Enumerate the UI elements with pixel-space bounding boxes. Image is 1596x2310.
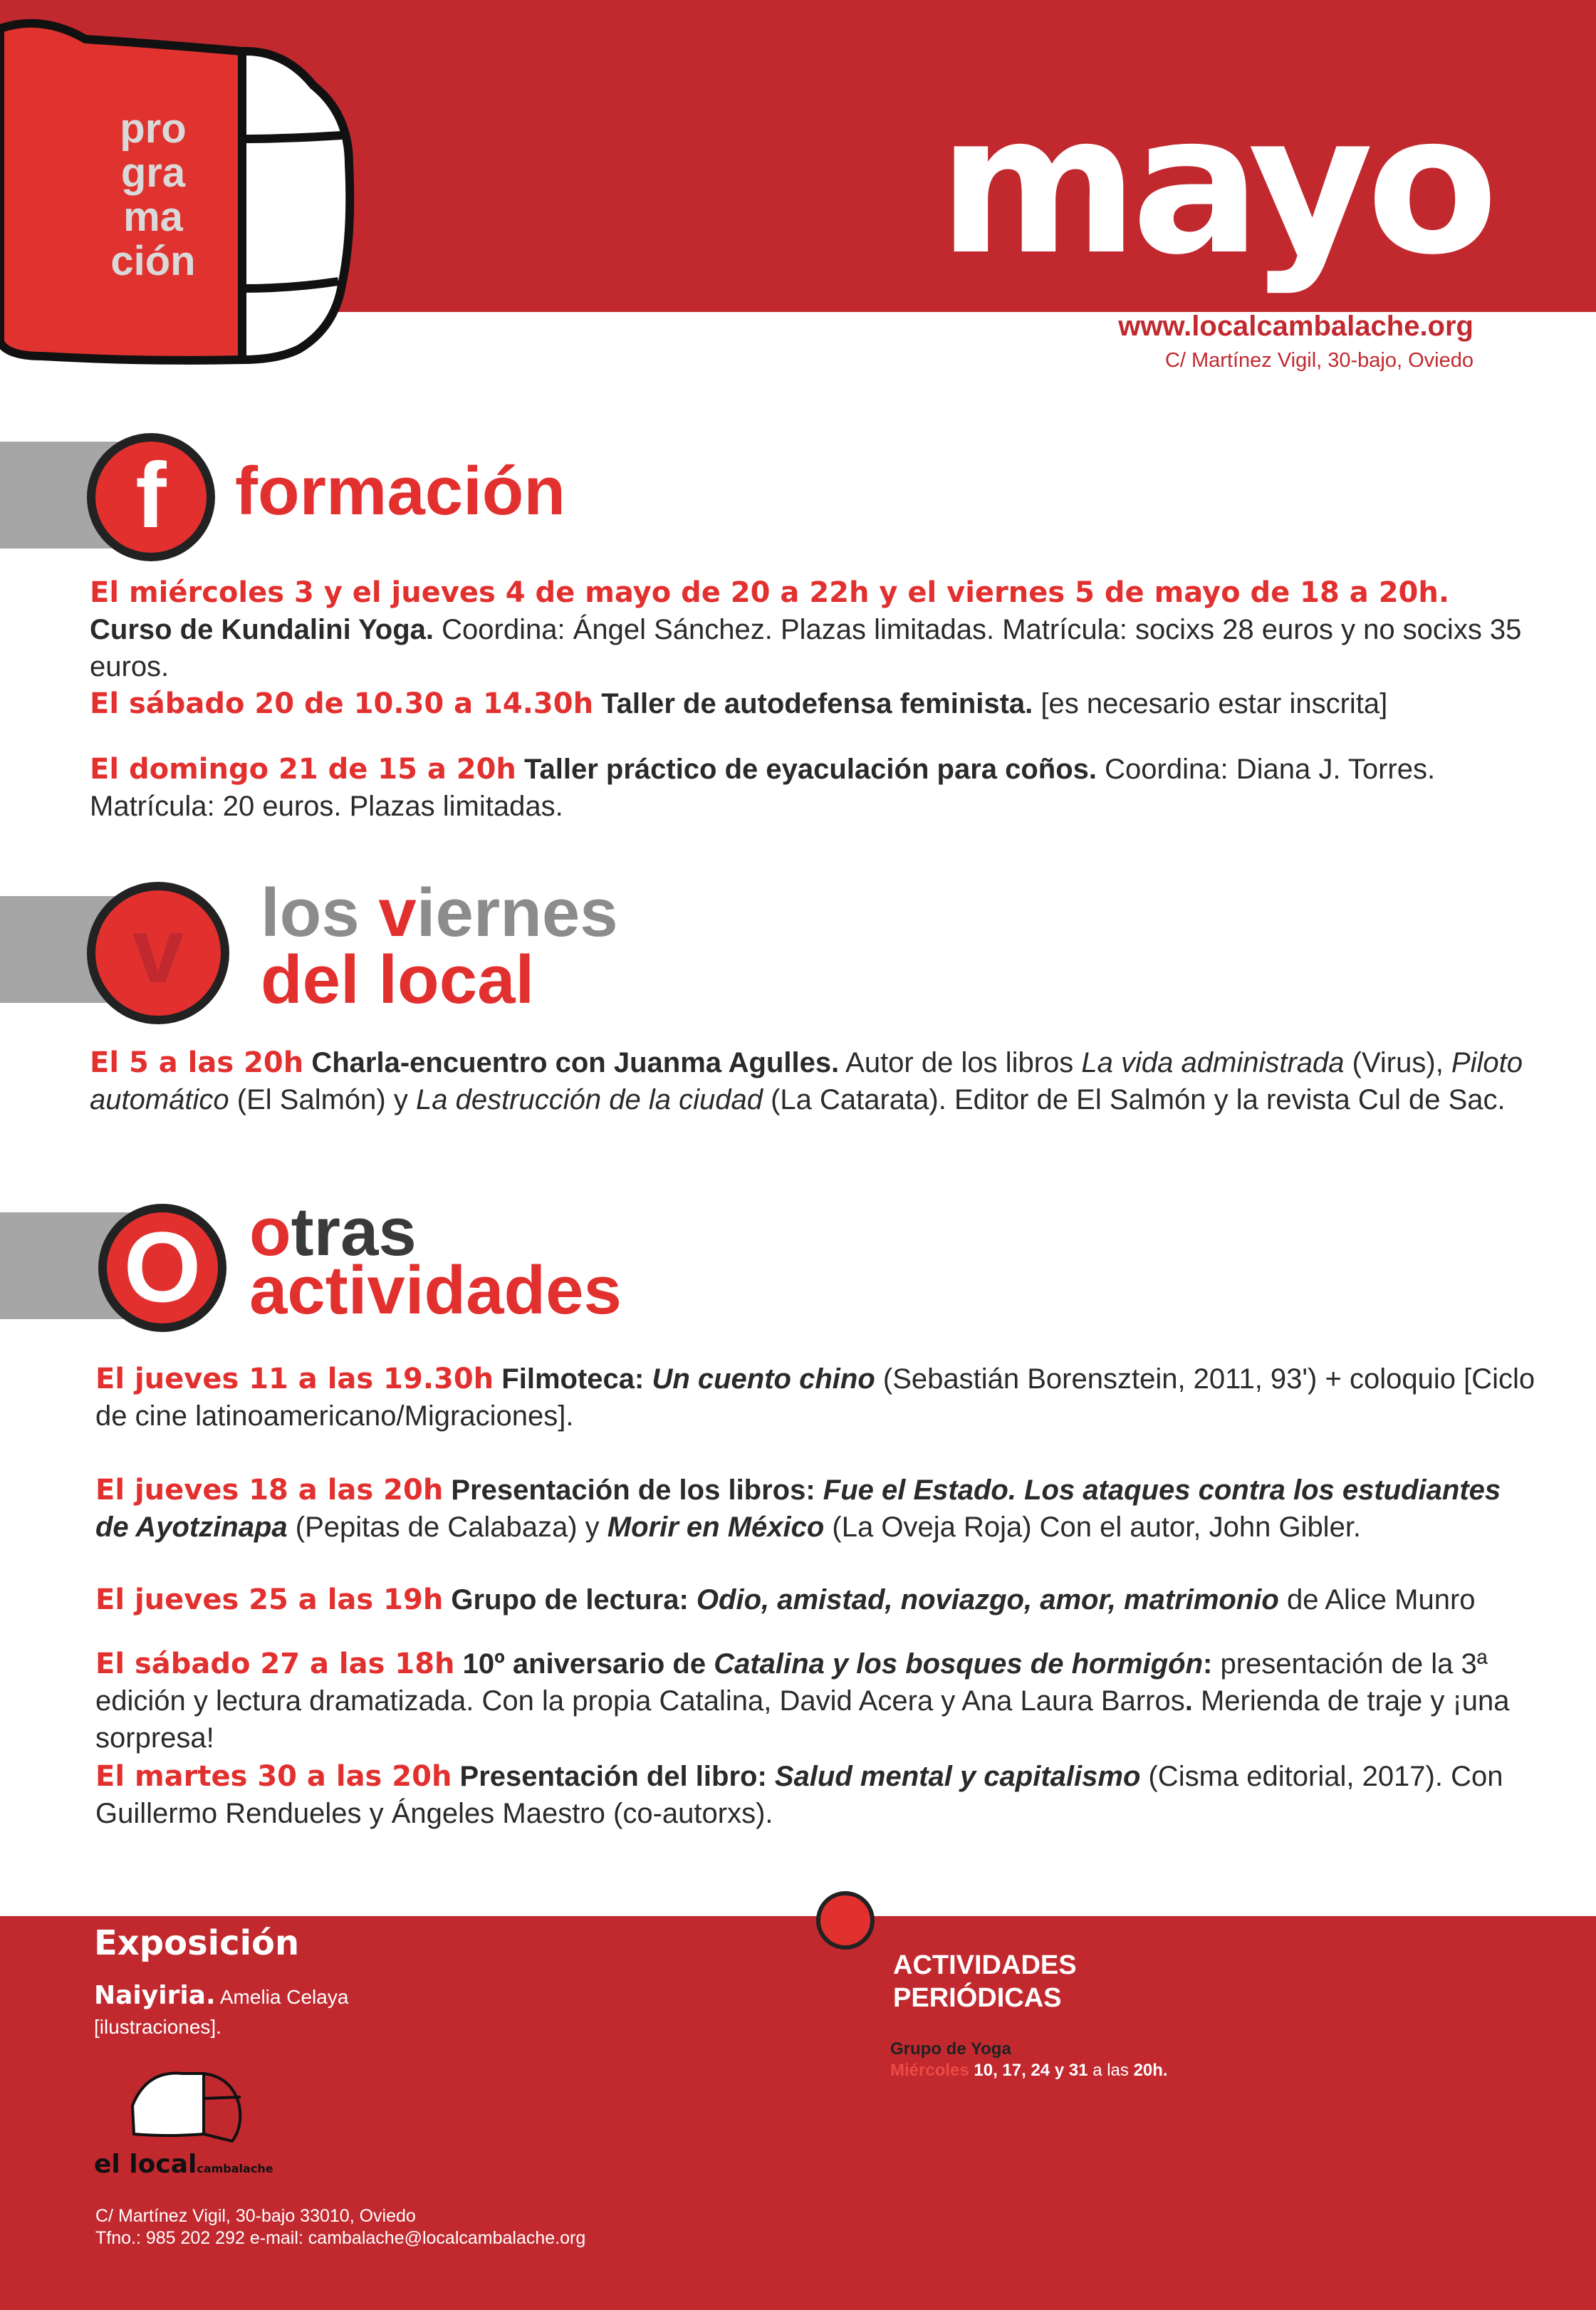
event-date: El domingo 21 de 15 a 20h	[90, 753, 516, 786]
event-item	[95, 1645, 1541, 1757]
yoga-at: a las	[1088, 2061, 1134, 2080]
event-date: El sábado 20 de 10.30 a 14.30h	[90, 687, 594, 720]
expo-note: [ilustraciones].	[94, 2016, 221, 2038]
otras-title-o: o	[249, 1194, 291, 1270]
expo-title: Exposición	[94, 1923, 300, 1963]
event-title: Filmoteca:	[494, 1363, 645, 1395]
event-details: (El Salmón) y	[229, 1084, 416, 1115]
event-item	[95, 1472, 1541, 1546]
logo-line: gra	[120, 150, 186, 196]
logo-text-b: cambalache	[197, 2162, 273, 2175]
event-item	[90, 685, 1535, 722]
event-date: El jueves 25 a las 19h	[95, 1583, 444, 1616]
logo-text-a: el local	[94, 2150, 197, 2179]
event-title: .	[1184, 1685, 1193, 1717]
event-title: Curso de Kundalini Yoga.	[90, 614, 434, 645]
event-details: [es necesario estar inscrita]	[1033, 688, 1388, 719]
event-item	[95, 1581, 1541, 1618]
yoga-dates: 10, 17, 24 y 31	[969, 2061, 1088, 2080]
film-title: Un cuento chino	[644, 1363, 875, 1395]
footer-address: C/ Martínez Vigil, 30-bajo 33010, Oviedo	[95, 2206, 416, 2226]
event-item	[90, 751, 1535, 825]
event-details: presentación de la 3ª edición y lectura dramatizada. Con la propia Catalina, David Acera y Ana Laura Barros	[95, 1648, 1488, 1717]
logo-line: pro	[120, 105, 187, 152]
event-item	[95, 1360, 1541, 1435]
expo-info	[94, 1982, 348, 2041]
otras-icon-letter: O	[123, 1211, 202, 1323]
event-title: Presentación del libro:	[452, 1761, 767, 1792]
event-date: El jueves 18 a las 20h	[95, 1474, 444, 1507]
yoga-day: Miércoles	[890, 2061, 969, 2080]
event-title: Grupo de lectura:	[443, 1584, 689, 1616]
event-item	[90, 1044, 1535, 1118]
event-date: El sábado 27 a las 18h	[95, 1648, 455, 1680]
header-address: C/ Martínez Vigil, 30-bajo, Oviedo	[1164, 349, 1474, 372]
event-title: Charla-encuentro con Juanma Agulles.	[303, 1047, 840, 1078]
formacion-icon-letter: f	[135, 443, 167, 547]
otras-icon	[98, 1204, 226, 1332]
event-date: El jueves 11 a las 19.30h	[95, 1363, 494, 1395]
event-details: Coordina: Ángel Sánchez. Plazas limitadas. Matrícula: socixs 28 euros y no socixs 35 euros.	[90, 614, 1522, 682]
viernes-title-part: los	[261, 875, 379, 951]
event-details: Merienda de traje y ¡una sorpresa!	[95, 1685, 1510, 1754]
periodic-bullet-icon	[816, 1891, 875, 1950]
book-title: La destrucción de la ciudad	[415, 1084, 763, 1115]
footer-phone-email: Tfno.: 985 202 292 e-mail: cambalache@localcambalache.org	[95, 2228, 586, 2248]
event-date: El martes 30 a las 20h	[95, 1760, 452, 1793]
logo-line: ma	[123, 194, 183, 240]
otras-title-line2: actividades	[249, 1252, 622, 1328]
footer-contact	[95, 2205, 585, 2249]
yoga-time: 20h.	[1133, 2061, 1168, 2080]
book-title: Piloto automático	[90, 1047, 1523, 1115]
viernes-title-part: iernes	[416, 875, 618, 951]
expo-author: Amelia Celaya	[215, 1986, 349, 2008]
book-title: La vida administrada	[1081, 1047, 1345, 1078]
book-title: Catalina y los bosques de hormigón	[714, 1648, 1203, 1680]
event-details: (Sebastián Borensztein, 2011, 93') + coloquio [Ciclo de cine latinoamericano/Migraciones].	[95, 1363, 1535, 1432]
book-title: Fue el Estado. Los ataques contra los estudiantes de Ayotzinapa	[95, 1474, 1501, 1543]
event-details: Coordina: Diana J. Torres. Matrícula: 20 euros. Plazas limitadas.	[90, 754, 1436, 822]
book-title: Salud mental y capitalismo	[766, 1761, 1141, 1792]
event-details: (La Oveja Roja) Con el autor, John Gibler.	[824, 1512, 1362, 1543]
event-title: :	[1203, 1648, 1213, 1680]
periodic-title	[893, 1949, 1077, 2014]
event-details: (Virus),	[1344, 1047, 1451, 1078]
website-link[interactable]: www.localcambalache.org	[1118, 311, 1474, 342]
periodic-title-line: ACTIVIDADES	[893, 1950, 1077, 1980]
cambalache-logo-text	[94, 2150, 273, 2179]
viernes-icon	[87, 882, 229, 1024]
event-details: (Pepitas de Calabaza) y	[287, 1512, 607, 1543]
viernes-title	[261, 875, 618, 951]
event-details: Autor de los libros	[839, 1047, 1082, 1078]
otras-title-part: tras	[291, 1194, 417, 1270]
event-title: Taller de autodefensa feminista.	[593, 688, 1033, 719]
viernes-icon-letter: v	[132, 898, 184, 1002]
event-item	[95, 1758, 1541, 1832]
event-details: (La Catarata). Editor de El Salmón y la revista Cul de Sac.	[762, 1084, 1506, 1115]
book-title: Odio, amistad, noviazgo, amor, matrimonio	[688, 1584, 1279, 1616]
periodic-title-line: PERIÓDICAS	[893, 1983, 1062, 2013]
formacion-title: formación	[235, 453, 566, 529]
event-details: (Cisma editorial, 2017). Con Guillermo Rendueles y Ángeles Maestro (co-autorxs).	[95, 1761, 1503, 1829]
yoga-info	[890, 2039, 1168, 2081]
event-item	[90, 574, 1535, 685]
event-title: 10º aniversario de	[454, 1648, 714, 1680]
cambalache-logo-icon	[125, 2063, 254, 2148]
expo-name: Naiyiria.	[94, 1981, 216, 2010]
viernes-title-line2: del local	[261, 942, 535, 1018]
event-title: Presentación de los libros:	[443, 1474, 815, 1506]
book-title: Morir en México	[607, 1512, 825, 1543]
viernes-title-v: v	[378, 875, 417, 951]
event-date: El 5 a las 20h	[90, 1046, 304, 1079]
event-date: El miércoles 3 y el jueves 4 de mayo de 20 a 22h y el viernes 5 de mayo de 18 a 20h.	[90, 576, 1450, 609]
yoga-title: Grupo de Yoga	[890, 2039, 1011, 2059]
logo-line: ción	[110, 238, 196, 284]
event-title: Taller práctico de eyaculación para coños.	[516, 754, 1097, 785]
page-title: mayo	[938, 73, 1491, 297]
event-details: de Alice Munro	[1278, 1584, 1476, 1616]
formacion-icon	[87, 433, 215, 561]
